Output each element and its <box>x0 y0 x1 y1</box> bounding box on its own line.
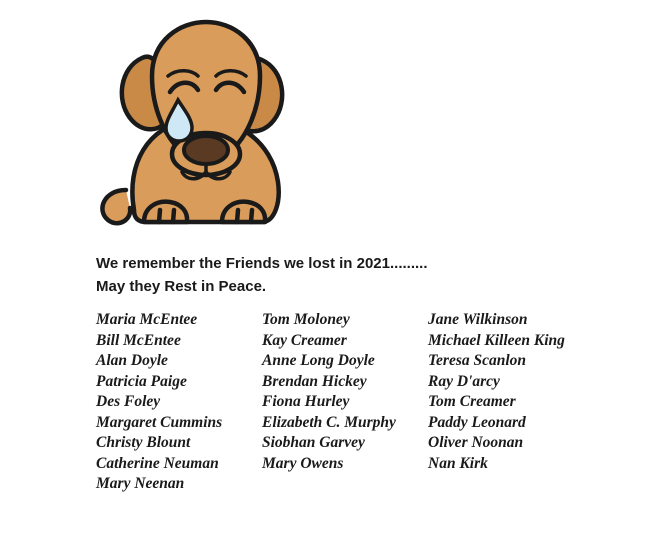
name-entry: Paddy Leonard <box>428 413 526 431</box>
memorial-message <box>96 252 616 298</box>
name-entry: Tom Creamer <box>428 393 516 410</box>
name-entry: Des Foley <box>96 393 161 410</box>
name-entry: Patricia Paige <box>96 372 187 390</box>
names-column-2 <box>262 310 428 495</box>
name-entry: Alan Doyle <box>96 352 168 369</box>
memorial-line-1: We remember the Friends we lost in 2021......... <box>96 255 428 272</box>
name-entry: Catherine Neuman <box>96 454 219 472</box>
name-entry: Michael Killeen King <box>428 331 565 349</box>
name-entry: Teresa Scanlon <box>428 352 527 369</box>
names-column-3 <box>428 310 628 495</box>
memorial-line-2: May they Rest in Peace. <box>96 278 267 295</box>
names-column-1 <box>96 310 262 495</box>
name-entry: Siobhan Garvey <box>262 434 365 451</box>
name-entry: Nan Kirk <box>428 454 488 472</box>
name-entry: Mary Owens <box>262 454 344 472</box>
names-list <box>96 310 636 495</box>
name-entry: Ray D'arcy <box>428 372 500 390</box>
name-entry: Anne Long Doyle <box>262 352 375 369</box>
name-entry: Bill McEntee <box>96 331 181 349</box>
name-entry: Christy Blount <box>96 434 191 451</box>
name-entry: Kay Creamer <box>262 331 347 349</box>
name-entry: Oliver Noonan <box>428 434 524 451</box>
name-entry: Tom Moloney <box>262 311 350 328</box>
name-entry: Mary Neenan <box>96 475 185 492</box>
name-entry: Brendan Hickey <box>262 372 367 390</box>
name-entry: Elizabeth C. Murphy <box>262 413 396 431</box>
name-entry: Jane Wilkinson <box>428 311 528 328</box>
name-entry: Margaret Cummins <box>96 413 223 431</box>
name-entry: Maria McEntee <box>96 311 198 328</box>
name-entry: Fiona Hurley <box>262 393 350 410</box>
sad-crying-dog-illustration <box>86 14 326 244</box>
